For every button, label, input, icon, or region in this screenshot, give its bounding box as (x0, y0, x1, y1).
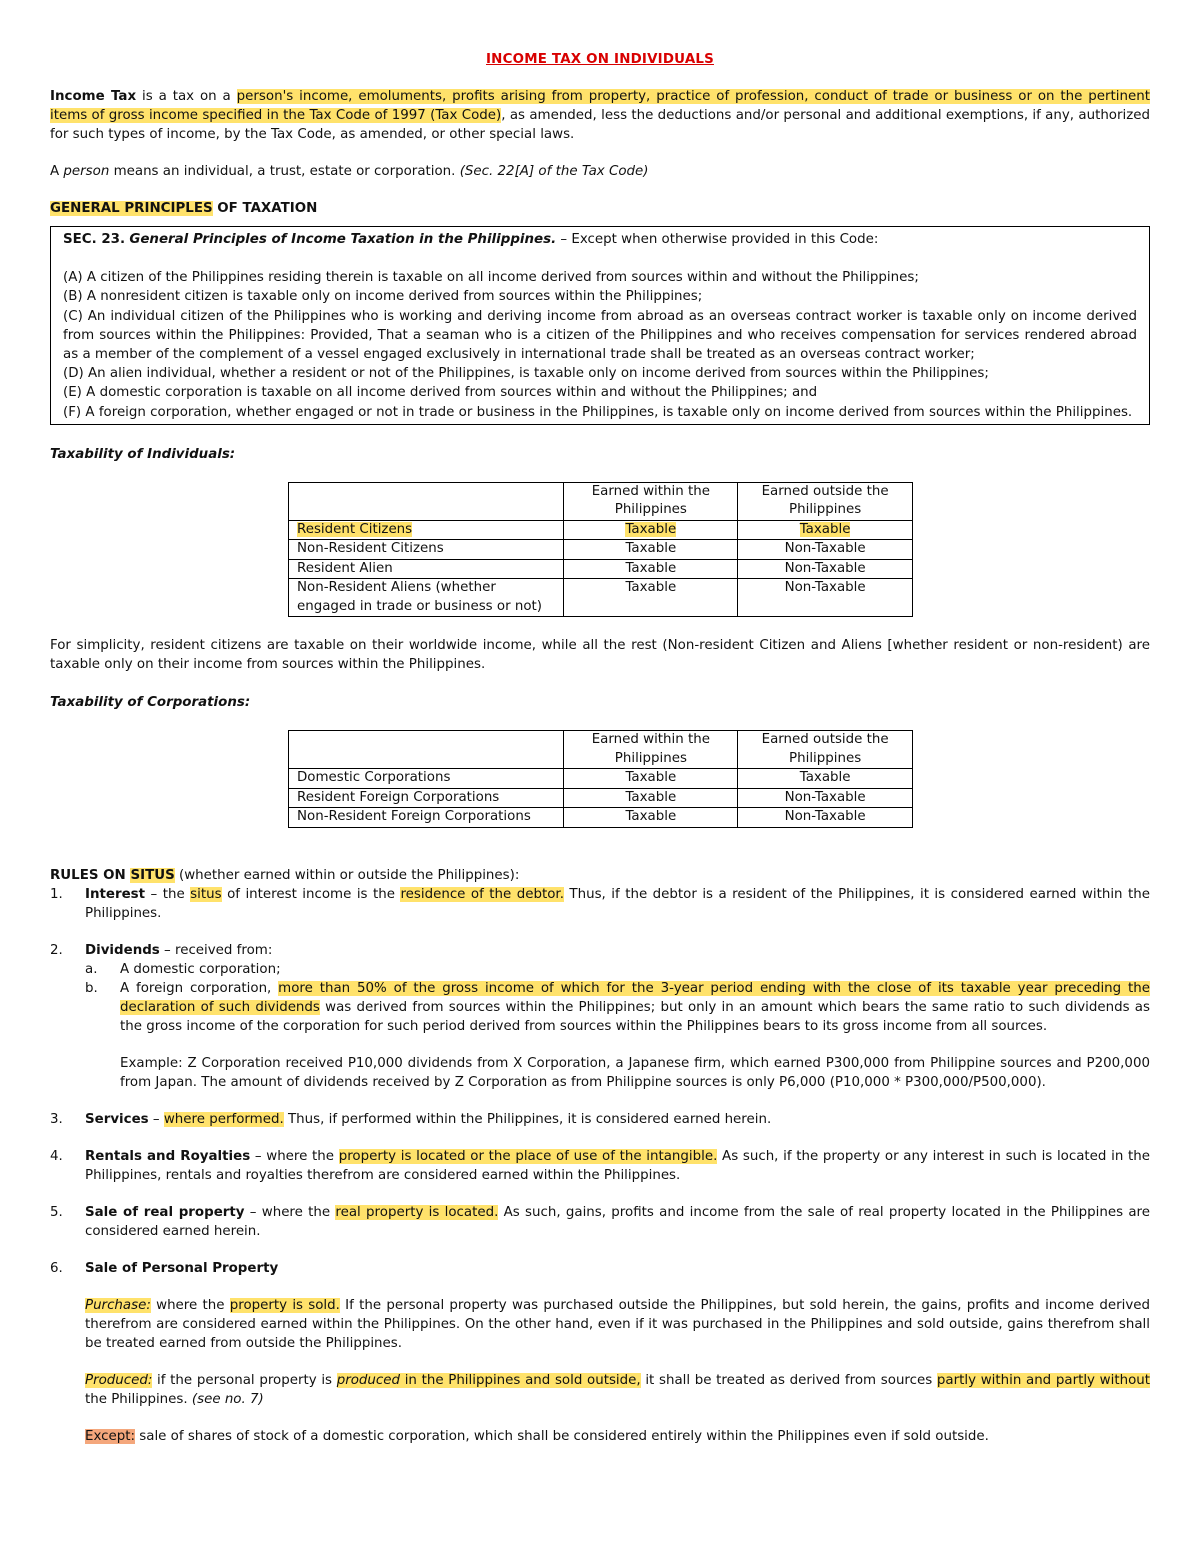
cell-outside: Non-Taxable (738, 808, 913, 828)
highlight: Taxable (625, 521, 677, 537)
highlight: GENERAL PRINCIPLES (50, 201, 213, 216)
list-number: 5. (50, 1204, 63, 1220)
rule-term: Services (85, 1111, 149, 1127)
highlight: property is sold. (229, 1297, 340, 1313)
table-corner-cell (289, 482, 564, 520)
table-header-row (289, 731, 913, 769)
income-tax-definition (50, 87, 1150, 144)
purchase-paragraph (85, 1296, 1150, 1353)
sub-number: b. (85, 980, 98, 996)
rules-heading (50, 866, 1150, 885)
list-number: 3. (50, 1111, 63, 1127)
corporations-table (288, 730, 913, 828)
highlight: in the Philippines and sold outside, (400, 1372, 641, 1388)
table-header-row (289, 482, 913, 520)
sub-b-text (120, 979, 1150, 1036)
produced-paragraph (85, 1371, 1150, 1409)
cell-within: Taxable (564, 579, 738, 617)
highlight: situs (190, 886, 222, 902)
rule-term: Dividends (85, 942, 160, 958)
list-body (85, 1203, 1150, 1241)
highlight: produced (336, 1372, 401, 1388)
text-run: If the personal property was purchased outside the Philippines, but sold herein, the gains, profits and income derived therefrom are considered earned within the Philippines. On the other hand, even if it was purchased in the Philippines and sold outside, gains therefrom shall be treated earned from outside the Philippines. (85, 1297, 1150, 1351)
corporations-heading: Taxability of Corporations: (50, 695, 251, 711)
sec23-item-f: (F) A foreign corporation, whether engaged or not in trade or business in the Philippines, is taxable only on income derived from sources within the Philippines. (63, 404, 1133, 420)
list-number: 6. (50, 1260, 63, 1276)
individuals-heading: Taxability of Individuals: (50, 446, 236, 462)
sec23-item-a: (A) A citizen of the Philippines residing therein is taxable on all income derived from sources within and without the Philippines; (63, 270, 919, 286)
income-tax-term: Income Tax (50, 89, 137, 104)
rule-term: Interest (85, 886, 146, 902)
except-paragraph (85, 1427, 1150, 1446)
highlight: more than 50% of the gross income of which for the 3-year period ending with the close of its taxable year preceding the declaration of such dividends (120, 980, 1150, 1015)
sec23-item-b: (B) A nonresident citizen is taxable only on income derived from sources within the Philippines; (63, 289, 703, 305)
text-run: RULES ON (50, 867, 131, 883)
text-run: Thus, if performed within the Philippines, it is considered earned herein. (283, 1111, 772, 1127)
text-run: – where the (244, 1204, 336, 1220)
table-row (289, 540, 913, 560)
text-run: A (50, 164, 64, 179)
sub-item-b (85, 979, 1150, 1092)
text-run: – the (145, 886, 191, 902)
table-corner-cell (289, 731, 564, 769)
cell-outside: Taxable (738, 769, 913, 789)
sec23-box (50, 226, 1150, 425)
highlight: Purchase: (85, 1297, 151, 1313)
document-page (50, 0, 1150, 1446)
text-run: where the (150, 1297, 230, 1313)
cell-outside (738, 520, 913, 540)
sec23-heading (63, 230, 1137, 249)
table-row (289, 520, 913, 540)
highlight-orange: Except: (85, 1428, 136, 1444)
text-run: of interest income is the (221, 886, 401, 902)
sub-item-a (85, 960, 1150, 979)
table-row (289, 788, 913, 808)
highlight: property is located or the place of use of the intangible. (338, 1148, 718, 1164)
highlight: Produced: (85, 1372, 153, 1388)
list-item-real-property (50, 1203, 1150, 1241)
text-run: – (148, 1111, 164, 1127)
text-run: OF TAXATION (212, 201, 318, 216)
table-row (289, 808, 913, 828)
table-row (289, 559, 913, 579)
sec23-item-e: (E) A domestic corporation is taxable on all income derived from sources within and without the Philippines; and (63, 385, 818, 401)
person-term: person (63, 164, 110, 179)
cell-within (564, 520, 738, 540)
highlight: real property is located. (335, 1204, 499, 1220)
column-header-within: Earned within the Philippines (564, 482, 738, 520)
simplicity-paragraph: For simplicity, resident citizens are taxable on their worldwide income, while all the rest (Non-resident Citizen and Aliens [whether resident or non-resident) are taxable only on their income from sources within the Philippines. (50, 638, 1150, 673)
rule-term: Rentals and Royalties (85, 1148, 251, 1164)
list-number: 4. (50, 1148, 63, 1164)
sub-body (120, 979, 1150, 1092)
text-run: – received from: (159, 942, 273, 958)
text-run: if the personal property is (152, 1372, 337, 1388)
cell-within: Taxable (564, 769, 738, 789)
row-label: Non-Resident Aliens (whether engaged in trade or business or not) (289, 579, 564, 617)
highlight: person's income, emoluments, profits arising from property, practice of profession, conduct of trade or business or on the pertinent items of gross income specified in the Tax Code of 1997 (Tax Code) (50, 89, 1150, 123)
citation: (Sec. 22[A] of the Tax Code) (459, 164, 649, 179)
rule-term: Sale of real property (85, 1204, 245, 1220)
cell-within: Taxable (564, 808, 738, 828)
text-run: As such, if the property or any interest in such is located in the Philippines, rentals and royalties therefrom are considered earned within the Philippines. (85, 1148, 1150, 1183)
list-body (85, 1110, 1150, 1129)
sec23-title: General Principles of Income Taxation in the Philippines. (129, 232, 557, 247)
column-header-outside: Earned outside the Philippines (738, 731, 913, 769)
table-row (289, 579, 913, 617)
highlight: SITUS (130, 867, 175, 883)
rule-term: Sale of Personal Property (85, 1260, 279, 1276)
highlight: Taxable (799, 521, 851, 537)
cell-outside: Non-Taxable (738, 579, 913, 617)
list-body (85, 885, 1150, 923)
cell-outside: Non-Taxable (738, 559, 913, 579)
list-item-interest (50, 885, 1150, 923)
text-run: As such, gains, profits and income from the sale of real property located in the Philippines are considered earned herein. (85, 1204, 1150, 1239)
cell-within: Taxable (564, 540, 738, 560)
sub-body: A domestic corporation; (120, 961, 281, 977)
text-run: means an individual, a trust, estate or corporation. (109, 164, 460, 179)
list-body (85, 1147, 1150, 1185)
text-run: was derived from sources within the Philippines; but only in an amount which bears the same ratio to such dividends as the gross income of the corporation for such period derived from sources within the Philippines bears to its gross income from all sources. (120, 999, 1150, 1034)
individuals-table (288, 482, 913, 618)
row-label: Resident Alien (289, 559, 564, 579)
text-run: – Except when otherwise provided in this Code: (556, 232, 879, 247)
cell-outside: Non-Taxable (738, 788, 913, 808)
highlight: where performed. (163, 1111, 284, 1127)
cell-within: Taxable (564, 559, 738, 579)
document-title: INCOME TAX ON INDIVIDUALS (486, 52, 714, 67)
cross-reference: (see no. 7) (191, 1391, 264, 1407)
text-run: it shall be treated as derived from sources (640, 1372, 937, 1388)
list-item-services (50, 1110, 1150, 1129)
list-item-rentals (50, 1147, 1150, 1185)
column-header-outside: Earned outside the Philippines (738, 482, 913, 520)
list-number: 1. (50, 886, 63, 902)
text-run: is a tax on a (136, 89, 237, 104)
sec23-item-d: (D) An alien individual, whether a resident or not of the Philippines, is taxable only on income derived from sources within the Philippines; (63, 366, 989, 382)
text-run: Thus, if the debtor is a resident of the Philippines, it is considered earned within the Philippines. (85, 886, 1150, 921)
row-label (289, 520, 564, 540)
text-run: – where the (250, 1148, 339, 1164)
list-item-dividends (50, 941, 1150, 1092)
cell-within: Taxable (564, 788, 738, 808)
general-principles-heading (50, 199, 1150, 218)
sub-number: a. (85, 961, 98, 977)
row-label: Resident Foreign Corporations (289, 788, 564, 808)
column-header-within: Earned within the Philippines (564, 731, 738, 769)
sec23-label: SEC. 23. (63, 232, 126, 247)
table-row (289, 769, 913, 789)
sec23-item-c: (C) An individual citizen of the Philippines who is working and deriving income from abroad as an overseas contract worker is taxable only on income derived from sources within the Philippines: Provided, That a seaman who is a citizen of the Philippines and who receives compensation for services rendered abroad as a member of the complement of a vessel engaged exclusively in international trade shall be treated as an overseas contract worker; (63, 308, 1137, 363)
list-item-personal-property (50, 1259, 1150, 1446)
text-run: (whether earned within or outside the Philippines): (174, 867, 520, 883)
person-definition (50, 162, 1150, 181)
highlight: partly within and partly without (936, 1372, 1150, 1388)
highlight: Resident Citizens (297, 521, 413, 537)
row-label: Non-Resident Citizens (289, 540, 564, 560)
list-body (85, 1259, 1150, 1446)
row-label: Domestic Corporations (289, 769, 564, 789)
row-label: Non-Resident Foreign Corporations (289, 808, 564, 828)
text-run: A foreign corporation, (120, 980, 279, 996)
list-number: 2. (50, 942, 63, 958)
dividends-lead (85, 941, 1150, 960)
dividends-example: Example: Z Corporation received P10,000 dividends from X Corporation, a Japanese firm, which earned P300,000 from Philippine sources and P200,000 from Japan. The amount of dividends received by Z Corporation as from Philippine sources is only P6,000 (P10,000 * P300,000/P500,000). (120, 1055, 1150, 1090)
highlight: residence of the debtor. (400, 886, 564, 902)
cell-outside: Non-Taxable (738, 540, 913, 560)
text-run: the Philippines. (85, 1391, 192, 1407)
text-run: sale of shares of stock of a domestic corporation, which shall be considered entirely within the Philippines even if sold outside. (135, 1428, 989, 1444)
text-run: , as amended, less the deductions and/or personal and additional exemptions, if any, authorized for such types of income, by the Tax Code, as amended, or other special laws. (50, 108, 1150, 142)
list-body (85, 941, 1150, 1092)
